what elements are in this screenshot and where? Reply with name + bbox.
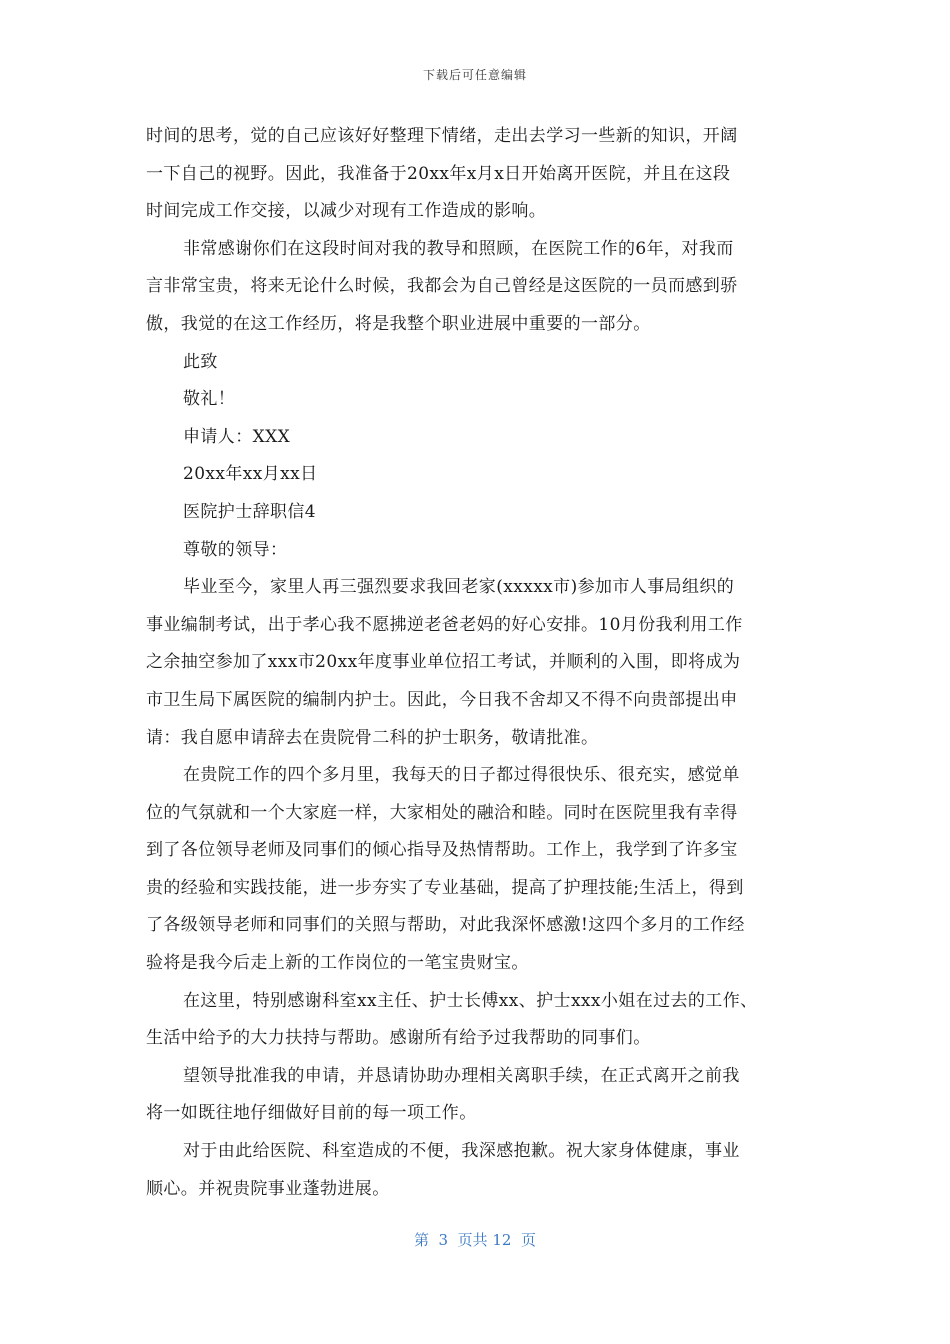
text-line: 市卫生局下属医院的编制内护士。因此，今日我不舍却又不得不向贵部提出申 bbox=[146, 689, 738, 710]
text-line: 在贵院工作的四个多月里，我每天的日子都过得很快乐、很充实，感觉单 bbox=[183, 765, 740, 786]
text-line: 望领导批准我的申请，并恳请协助办理相关离职手续，在正式离开之前我 bbox=[183, 1065, 740, 1086]
text-line: 言非常宝贵，将来无论什么时候，我都会为自己曾经是这医院的一员而感到骄 bbox=[146, 276, 738, 297]
text-line: 尊敬的领导： bbox=[183, 539, 288, 560]
text-line: 在这里，特别感谢科室xx主任、护士长傅xx、护士xxx小姐在过去的工作、 bbox=[183, 990, 758, 1011]
text-line: 将一如既往地仔细做好目前的每一项工作。 bbox=[146, 1103, 477, 1124]
text-line: 请：我自愿申请辞去在贵院骨二科的护士职务，敬请批准。 bbox=[146, 727, 599, 748]
text-line: 贵的经验和实践技能，进一步夯实了专业基础，提高了护理技能;生活上，得到 bbox=[146, 877, 744, 898]
text-line: 生活中给予的大力扶持与帮助。感谢所有给予过我帮助的同事们。 bbox=[146, 1028, 651, 1049]
text-line: 事业编制考试，出于孝心我不愿拂逆老爸老妈的好心安排。10月份我利用工作 bbox=[146, 614, 743, 635]
text-line: 对于由此给医院、科室造成的不便，我深感抱歉。祝大家身体健康，事业 bbox=[183, 1141, 740, 1162]
text-line: 到了各位领导老师及同事们的倾心指导及热情帮助。工作上，我学到了许多宝 bbox=[146, 840, 738, 861]
text-line: 此致 bbox=[183, 351, 218, 372]
text-line: 顺心。并祝贵院事业蓬勃进展。 bbox=[146, 1178, 390, 1199]
text-line: 敬礼！ bbox=[183, 389, 236, 410]
letter-body bbox=[146, 118, 811, 1208]
text-line: 非常感谢你们在这段时间对我的教导和照顾，在医院工作的6年，对我而 bbox=[183, 238, 734, 259]
download-note: 下载后可任意编辑 bbox=[422, 68, 527, 82]
text-line: 位的气氛就和一个大家庭一样，大家相处的融洽和睦。同时在医院里我有幸得 bbox=[146, 802, 738, 823]
text-line: 毕业至今，家里人再三强烈要求我回老家(xxxxx市)参加市人事局组织的 bbox=[183, 577, 735, 598]
text-line: 20xx年xx月xx日 bbox=[183, 464, 318, 485]
text-line: 傲，我觉的在这工作经历，将是我整个职业进展中重要的一部分。 bbox=[146, 313, 651, 334]
text-line: 时间完成工作交接，以减少对现有工作造成的影响。 bbox=[146, 201, 547, 222]
text-line: 之余抽空参加了xxx市20xx年度事业单位招工考试，并顺利的入围，即将成为 bbox=[146, 652, 741, 673]
text-line: 一下自己的视野。因此，我准备于20xx年x月x日开始离开医院，并且在这段 bbox=[146, 163, 731, 184]
text-line: 验将是我今后走上新的工作岗位的一笔宝贵财宝。 bbox=[146, 953, 529, 974]
page-indicator: 第 3 页共 12 页 bbox=[413, 1231, 536, 1249]
text-line: 时间的思考，觉的自己应该好好整理下情绪，走出去学习一些新的知识，开阔 bbox=[146, 126, 738, 146]
text-line: 医院护士辞职信4 bbox=[183, 501, 317, 522]
text-line: 了各级领导老师和同事们的关照与帮助，对此我深怀感激!这四个多月的工作经 bbox=[146, 915, 745, 936]
text-line: 申请人：XXX bbox=[183, 426, 291, 447]
